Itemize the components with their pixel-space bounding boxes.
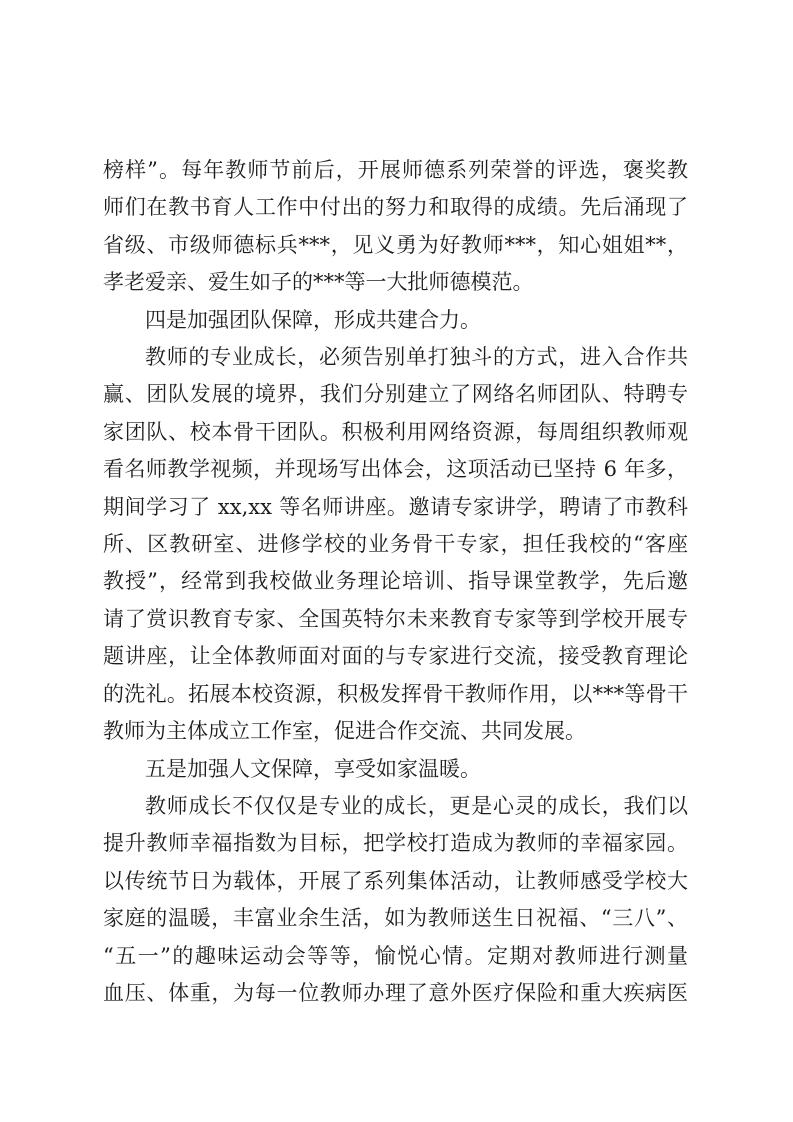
text-line: 看名师教学视频，并现场写出体会，这项活动已坚持 6 年多， <box>103 457 688 482</box>
text-line: 家团队、校本骨干团队。积极利用网络资源，每周组织教师观 <box>103 419 688 444</box>
text-line: 家庭的温暖，丰富业余生活，如为教师送生日祝福、“三八”、 <box>103 906 688 931</box>
text-line: 教师的专业成长，必须告别单打独斗的方式，进入合作共 <box>145 345 688 370</box>
paragraph <box>103 339 688 750</box>
paragraph <box>103 152 688 302</box>
paragraph <box>103 302 688 339</box>
text-line: 教师成长不仅仅是专业的成长，更是心灵的成长，我们以 <box>145 793 688 818</box>
text-line: 请了赏识教育专家、全国英特尔未来教育专家等到学校开展专 <box>103 606 688 631</box>
text-line: 以传统节日为载体，开展了系列集体活动，让教师感受学校大 <box>103 868 688 893</box>
text-line: 题讲座，让全体教师面对面的与专家进行交流，接受教育理论 <box>103 644 688 669</box>
text-line: 五是加强人文保障，享受如家温暖。 <box>145 756 481 781</box>
text-line: 教师为主体成立工作室，促进合作交流、共同发展。 <box>103 719 586 744</box>
paragraph <box>103 751 688 788</box>
text-line: 提升教师幸福指数为目标，把学校打造成为教师的幸福家园。 <box>103 831 688 856</box>
text-line: 期间学习了 xx,xx 等名师讲座。邀请专家讲学，聘请了市教科 <box>103 494 688 519</box>
text-line: 赢、团队发展的境界，我们分别建立了网络名师团队、特聘专 <box>103 382 688 407</box>
text-line: 四是加强团队保障，形成共建合力。 <box>145 307 481 332</box>
paragraph <box>103 788 688 1012</box>
text-line: 的洗礼。拓展本校资源，积极发挥骨干教师作用，以***等骨干 <box>103 681 688 706</box>
text-line: 榜样”。每年教师节前后，开展师德系列荣誉的评选，褒奖教 <box>103 158 688 182</box>
text-line: “五一”的趣味运动会等等，愉悦心情。定期对教师进行测量 <box>103 943 688 968</box>
text-line: 血压、体重，为每一位教师办理了意外医疗保险和重大疾病医 <box>103 980 688 1005</box>
text-line: 省级、市级师德标兵***，见义勇为好教师***，知心姐姐**， <box>103 232 688 257</box>
text-line: 孝老爱亲、爱生如子的***等一大批师德模范。 <box>103 270 534 295</box>
text-line: 所、区教研室、进修学校的业务骨干专家，担任我校的“客座 <box>103 532 688 557</box>
text-line: 师们在教书育人工作中付出的努力和取得的成绩。先后涌现了 <box>103 195 688 220</box>
document-body <box>103 152 688 1012</box>
text-line: 教授”，经常到我校做业务理论培训、指导课堂教学，先后邀 <box>103 569 688 594</box>
